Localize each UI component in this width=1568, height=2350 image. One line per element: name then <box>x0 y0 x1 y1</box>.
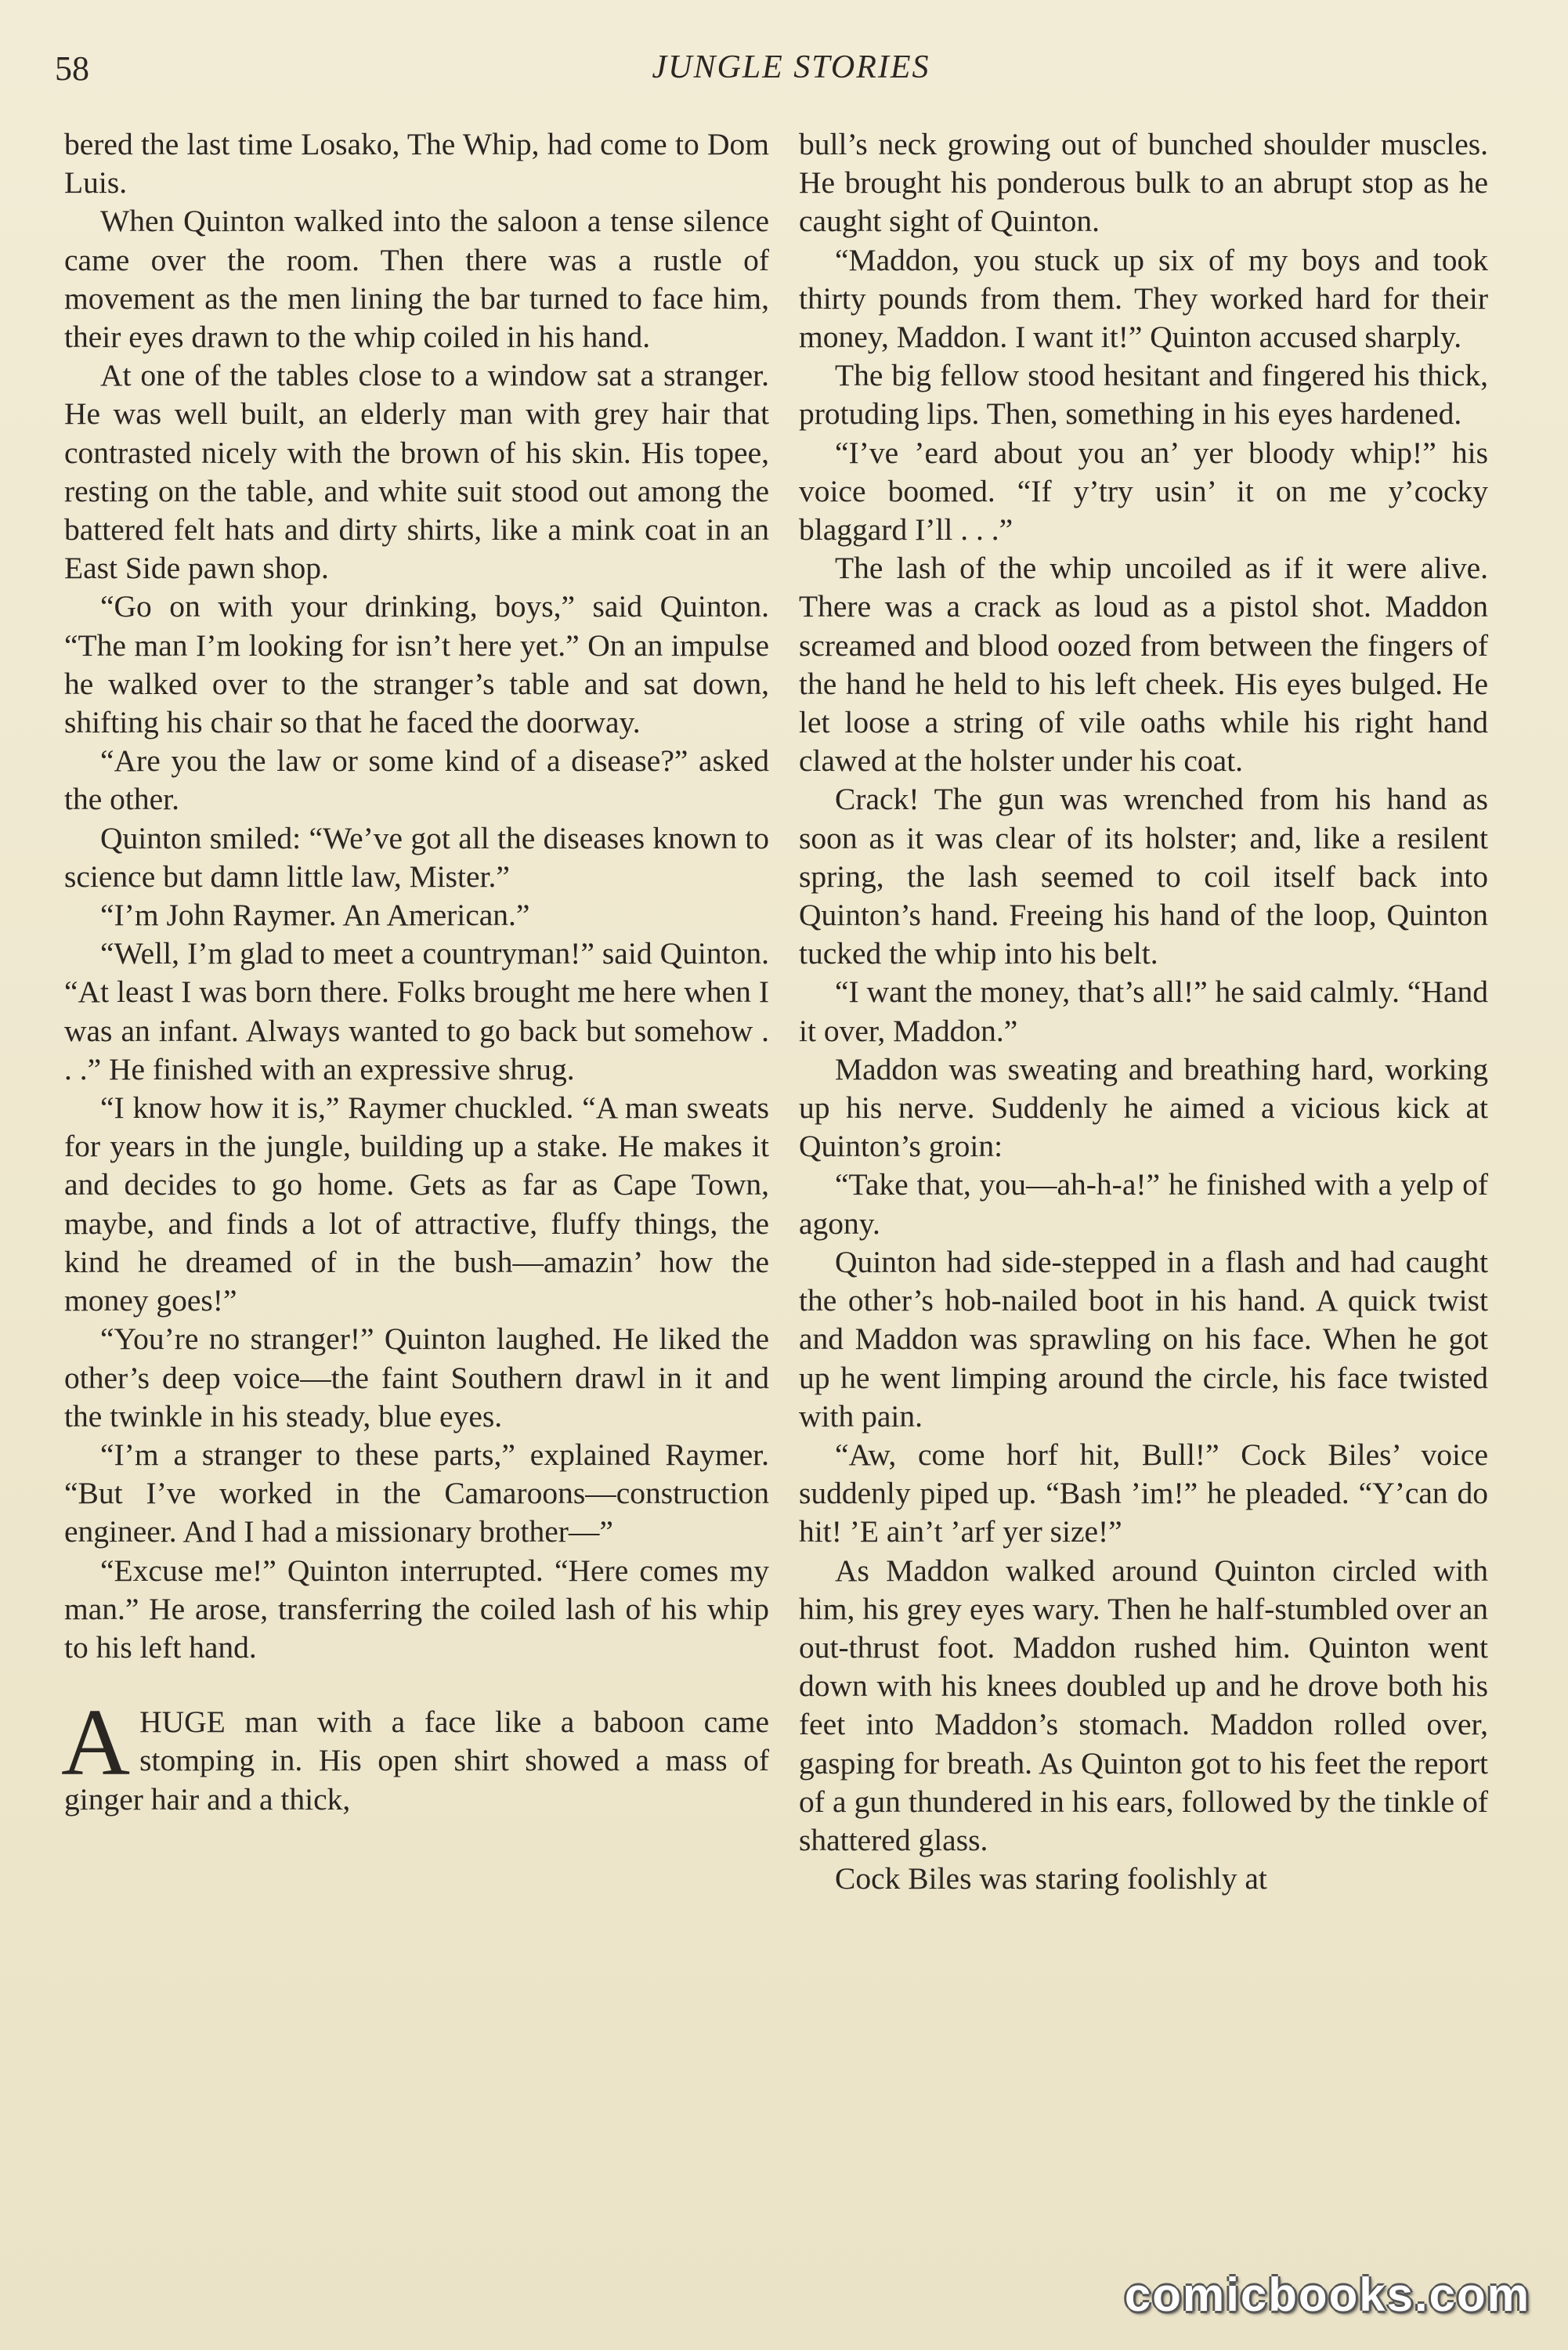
left-column <box>61 125 769 1819</box>
paragraph: “Aw, come horf hit, Bull!” Cock Biles’ voice suddenly piped up. “Bash ’im!” he pleaded. “Y’can do hit! ’E ain’t ’arf yer size!” <box>799 1437 1488 1549</box>
paragraph: “Take that, you—ah-h-a!” he finished with a yelp of agony. <box>799 1167 1488 1241</box>
paragraph: “Maddon, you stuck up six of my boys and took thirty pounds from them. They worked hard for their money, Maddon. I want it!” Quinton accused sharply. <box>799 242 1488 355</box>
paragraph: Quinton had side-stepped in a flash and had caught the other’s hob-nailed boot in his hand. A quick twist and Maddon was sprawling on his face. When he got up he went limping around the circle, his face twisted with pain. <box>799 1244 1488 1434</box>
paragraph: The lash of the whip uncoiled as if it were alive. There was a crack as loud as a pistol shot. Maddon screamed and blood oozed from between the fingers of the hand he held to his left cheek. His eyes bulged. He let loose a string of vile oaths while his right hand clawed at the holster under his coat. <box>799 551 1488 779</box>
paragraph: “Are you the law or some kind of a disease?” asked the other. <box>64 743 769 817</box>
paragraph: As Maddon walked around Quinton circled with him, his grey eyes wary. Then he half-stumbled over an out-thrust foot. Maddon rushed him. Quinton went down with his knees doubled up and he drove both his feet into Maddon’s stomach. Maddon rolled over, gasping for breath. As Quinton got to his feet the report of a gun thundered in his ears, followed by the tinkle of shattered glass. <box>799 1553 1488 1857</box>
paragraph: The big fellow stood hesitant and fingered his thick, protuding lips. Then, something in his eyes hardened. <box>799 358 1488 432</box>
paragraph: At one of the tables close to a window sat a stranger. He was well built, an elderly man with grey hair that contrasted nicely with the brown of his skin. His topee, resting on the table, and white suit stood out among the battered felt hats and dirty shirts, like a mink coat in an East Side pawn shop. <box>64 358 769 586</box>
dropcap-paragraph-text: HUGE man with a face like a baboon came stomping in. His open shirt showed a mass of ginger hair and a thick, <box>64 1705 769 1817</box>
page-number: 58 <box>55 49 89 88</box>
paragraph: “I’m a stranger to these parts,” explained Raymer. “But I’ve worked in the Camaroons—construction engineer. And I had a missionary brother—” <box>64 1437 769 1549</box>
paragraph: “Go on with your drinking, boys,” said Quinton. “The man I’m looking for isn’t here yet.” On an impulse he walked over to the stranger’s table and sat down, shifting his chair so that he faced the doorway. <box>64 589 769 740</box>
paragraph: “I’m John Raymer. An American.” <box>100 898 530 933</box>
paragraph: “I know how it is,” Raymer chuckled. “A man sweats for years in the jungle, building up a stake. He makes it and decides to go home. Gets as far as Cape Town, maybe, and finds a lot of attractive, fluffy things, the kind he dreamed of in the bush—amazin’ how the money goes!” <box>64 1090 769 1318</box>
paragraph: “Well, I’m glad to meet a countryman!” said Quinton. “At least I was born there. Folks brought me here when I was an infant. Always wanted to go back but somehow . . .” He finished with an expressive shrug. <box>64 936 769 1086</box>
drop-cap-initial: A <box>61 1690 131 1796</box>
paragraph: Maddon was sweating and breathing hard, working up his nerve. Suddenly he aimed a vicious kick at Quinton’s groin: <box>799 1051 1488 1164</box>
site-watermark: comicbooks.com <box>1124 2269 1530 2321</box>
paragraph: “I’ve ’eard about you an’ yer bloody whip!” his voice boomed. “If y’try usin’ it on me y’cocky blaggard I’ll . . .” <box>799 435 1488 548</box>
paragraph: “Excuse me!” Quinton interrupted. “Here comes my man.” He arose, transferring the coiled lash of his whip to his left hand. <box>64 1553 769 1665</box>
paragraph: Cock Biles was staring foolishly at <box>835 1861 1267 1896</box>
running-title: JUNGLE STORIES <box>652 49 930 85</box>
page-header <box>55 49 1527 96</box>
dropcap-paragraph <box>61 1690 769 1819</box>
paragraph: Crack! The gun was wrenched from his hand as soon as it was clear of its holster; and, like a resilent spring, the lash seemed to coil itself back into Quinton’s hand. Freeing his hand of the loop, Quinton tucked the whip into his belt. <box>799 782 1488 971</box>
paragraph: Quinton smiled: “We’ve got all the diseases known to science but damn little law, Mister.” <box>64 820 769 894</box>
paragraph: “You’re no stranger!” Quinton laughed. He liked the other’s deep voice—the faint Southern drawl in it and the twinkle in his steady, blue eyes. <box>64 1321 769 1434</box>
paragraph: When Quinton walked into the saloon a tense silence came over the room. Then there was a rustle of movement as the men lining the bar turned to face him, their eyes drawn to the whip coiled in his hand. <box>64 204 769 355</box>
paragraph: bered the last time Losako, The Whip, had come to Dom Luis. <box>64 127 769 201</box>
section-break <box>64 1667 769 1703</box>
right-column <box>799 125 1488 1898</box>
paragraph: bull’s neck growing out of bunched shoulder muscles. He brought his ponderous bulk to an abrupt stop as he caught sight of Quinton. <box>799 127 1488 239</box>
paragraph: “I want the money, that’s all!” he said calmly. “Hand it over, Maddon.” <box>799 974 1488 1048</box>
